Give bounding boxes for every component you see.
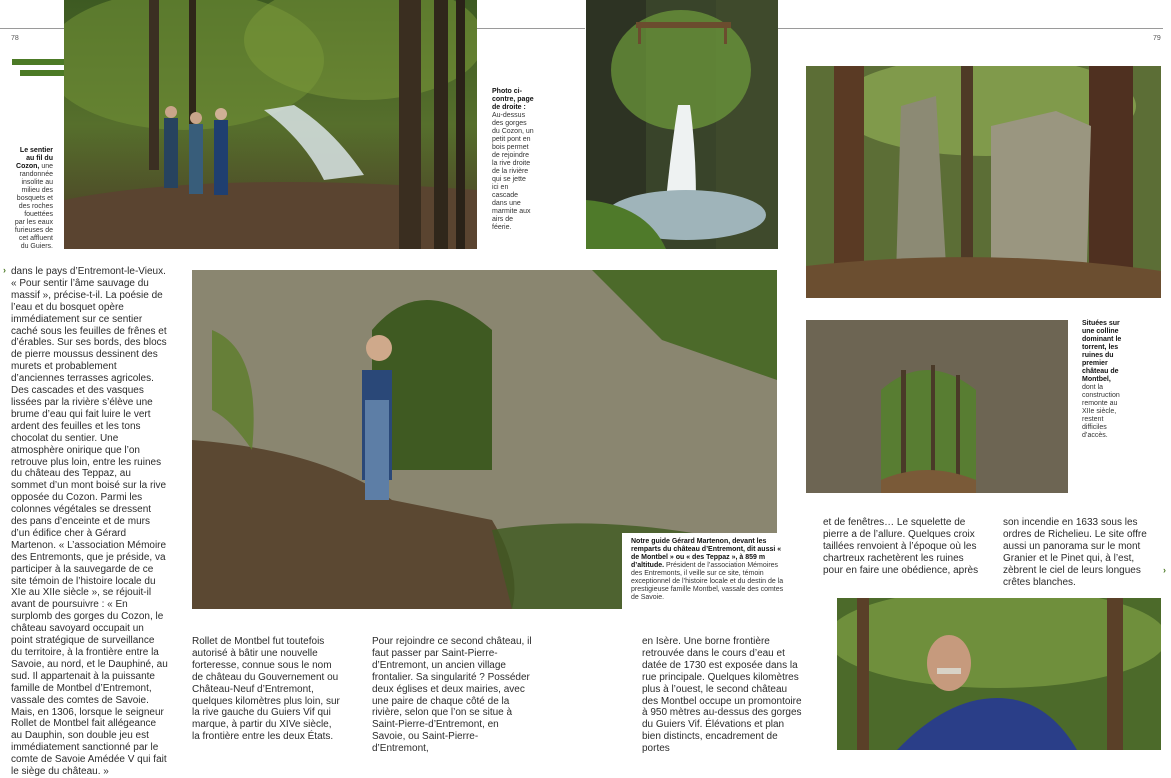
caption-waterfall-lead: Photo ci-contre, page de droite : <box>492 88 534 111</box>
article-column-3-text: Pour rejoindre ce second château, il faut passer par Saint-Pierre-d’Entremont, un ancien village frontalier. Sa singularité ? Posséder deux églises et deux mairies, avec une paire de chaque côté de la rivière, selon que l’on se situe à Saint-Pierre-d’Entremont, en Savoie, ou Saint-Pierre-d’Entremont, <box>372 636 532 755</box>
article-column-5 <box>823 517 981 577</box>
photo-guide-portrait <box>837 598 1161 750</box>
header-rule-left <box>0 28 64 29</box>
article-column-2 <box>192 636 342 743</box>
article-column-3 <box>372 636 532 755</box>
caption-cozon-path <box>14 147 53 251</box>
caption-guide-lead: Notre guide Gérard Martenon, devant les remparts du château d’Entremont, dit aussi « de Montbel » ou « des Teppaz », à 859 m d’altitude. <box>631 538 782 569</box>
caption-ruins <box>1082 320 1124 440</box>
article-column-1-text: dans le pays d’Entremont-le-Vieux. « Pour sentir l’âme sauvage du massif », précise-t-il. La poésie de l’eau et du bosquet opère immédiatement sur ce sentier caché sous les feuilles de frênes et d’érables. Sur ses bords, des blocs de pierre moussus dessinent des murets et probablement d’anciennes terrasses agricoles. Des cascades et des vasques lissées par la rivière s’élève une brume d’eau qui fait luire le vert ardent des feuilles et les tons chocolat du sentier. Une atmosphère onirique que l’on retrouve plus loin, entre les ruines du château des Teppaz, au sommet d’un mont boisé sur la rive opposée du Cozon. Parmi les colonnes végétales se dressent des pans d’enceinte et de murs d’un édifice cher à Gérard Martenon. « L’association Mémoire des Entremonts, que je préside, va participer à la sauvegarde de ce site témoin de l’histoire locale du XIe au XIIe siècle », se réjouit-il avant de poursuivre : « En surplomb des gorges du Cozon, le château savoyard occupait un point stratégique de surveillance du territoire, à la frontière entre la Savoie, au nord, et le Dauphiné, au sud. Il appartenait à la puissante famille de Montbel d’Entremont, vassale des comtes de Savoie. Mais, en 1306, lorsque le seigneur Rollet de Montbel fait allégeance au Dauphin, son double jeu est immédiatement sanctionné par le comte de Savoie Amédée V qui fait le siège du château. » <box>11 266 168 778</box>
caption-ruins-lead: Situées sur une colline dominant le torrent, les ruines du premier château de Montbel, <box>1082 320 1122 383</box>
photo-waterfall-bridge <box>586 0 778 249</box>
page-number-left: 78 <box>11 35 19 42</box>
article-column-6 <box>1003 517 1161 588</box>
chevron-right-icon: › <box>1163 565 1166 575</box>
green-accent-bar-bottom <box>20 70 68 76</box>
caption-ruins-text: dont la construction remonte au XIIe siècle, restent difficiles d’accès. <box>1082 384 1120 439</box>
caption-waterfall <box>492 88 534 232</box>
caption-cozon-path-lead: Le sentier au fil du Cozon, <box>16 147 53 170</box>
header-rule-right <box>778 28 1163 29</box>
caption-waterfall-text: Au-dessus des gorges du Cozon, un petit pont en bois permet de rejoindre la rive droite de la rivière qui se jette ici en cascade dans une marmite aux airs de féerie. <box>492 112 534 231</box>
caption-guide-text: Président de l’association Mémoires des Entremonts, il veille sur ce site, témoin exceptionnel de l’histoire locale et du destin de la prestigieuse famille Montbel, vassale des comtes de Savoie. <box>631 562 784 601</box>
article-column-2-text: Rollet de Montbel fut toutefois autorisé à bâtir une nouvelle forteresse, connue sous le nom de château du Gouvernement ou Château-Neuf d’Entremont, quelques kilomètres plus loin, sur la rive gauche du Guiers Vif qui marque, à partir du XIVe siècle, la frontière entre les deux États. <box>192 636 340 743</box>
page-number-right: 79 <box>1153 35 1161 42</box>
photo-stone-arch <box>806 320 1068 493</box>
photo-ruins-forest <box>806 66 1161 298</box>
article-column-5-text: et de fenêtres… Le squelette de pierre a de l’allure. Quelques croix taillées renvoient à l’époque où les chartreux rachetèrent les ruines pour en faire une obédience, après <box>823 517 979 576</box>
caption-cozon-path-text: une randonnée insolite au milieu des bosquets et des roches fouettées par les eaux furieuses de cet affluent du Guiers. <box>14 163 53 250</box>
chevron-right-icon: › <box>3 265 6 275</box>
photo-hikers-cozon <box>64 0 477 249</box>
article-column-6-text: son incendie en 1633 sous les ordres de Richelieu. Le site offre aussi un panorama sur le mont Granier et le Pinet qui, à l’est, zèbrent le ciel de leurs longues crêtes blanches. <box>1003 517 1147 588</box>
article-column-4 <box>642 636 802 755</box>
green-accent-bar-top <box>12 59 68 65</box>
header-rule-center <box>477 28 585 29</box>
article-column-4-text: en Isère. Une borne frontière retrouvée dans le cours d’eau et datée de 1730 est exposée dans la rue principale. Quelques kilomètres plus à l’ouest, le second château des Montbel occupe un promontoire à 950 mètres au-dessus des gorges du Guiers Vif. Élévations et plan bien distincts, encadrement de portes <box>642 636 802 755</box>
caption-guide <box>631 538 788 602</box>
article-column-1 <box>11 266 168 778</box>
